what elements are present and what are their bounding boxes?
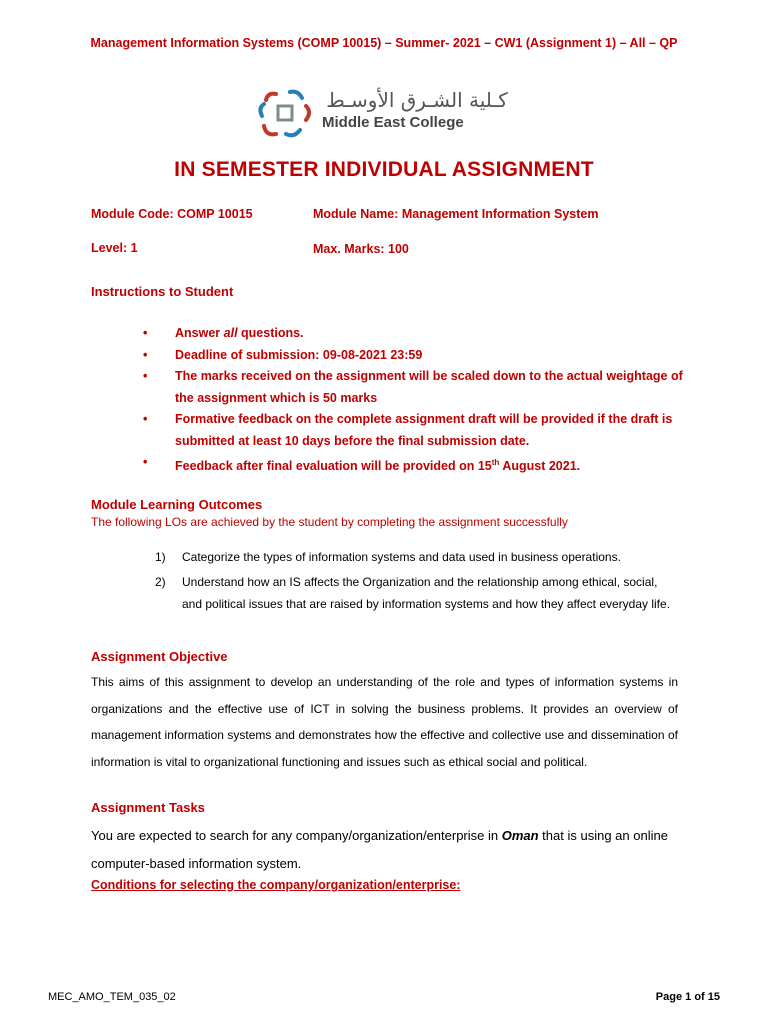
list-item: 2) Understand how an IS affects the Organization and the relationship among ethical, social, and political issues that are raised by information systems and how they affect everyday life.: [155, 575, 671, 611]
footer-page-number: Page 1 of 15: [655, 991, 720, 1003]
max-marks: Max. Marks: 100: [313, 242, 409, 256]
bullet-icon: •: [143, 412, 148, 426]
outcomes-subheading: The following LOs are achieved by the student by completing the assignment successfully: [91, 515, 568, 529]
bullet-icon: •: [143, 326, 148, 340]
bullet-icon: •: [143, 347, 148, 362]
bullet-icon: •: [143, 369, 148, 383]
list-item: • Answer all questions.: [143, 323, 683, 345]
level: Level: 1: [91, 241, 138, 255]
list-item: • Feedback after final evaluation will be provided on 15th August 2021.: [143, 452, 683, 478]
list-item: • The marks received on the assignment will be scaled down to the actual weightage of the assignment which is 50 marks: [143, 366, 683, 409]
page-title: IN SEMESTER INDIVIDUAL ASSIGNMENT: [174, 158, 594, 181]
college-logo: [256, 88, 516, 140]
objective-text: This aims of this assignment to develop an understanding of the role and types of information systems in organizations and the effective use of ICT in solving the business problems. It provides an overview of management information systems and demonstrates how the effective and collective use and dissemination of information is vital to organizational functioning and issues such as ethical social and political.: [91, 675, 678, 769]
bullet-icon: •: [143, 455, 148, 469]
mec-logo-icon: [256, 88, 314, 140]
outcomes-list: [155, 546, 680, 618]
page-header: Management Information Systems (COMP 10015) – Summer- 2021 – CW1 (Assignment 1) – All – QP: [90, 36, 678, 50]
outcomes-heading: Module Learning Outcomes: [91, 497, 263, 512]
module-code: Module Code: COMP 10015: [91, 207, 253, 221]
tasks-text: You are expected to search for any company/organization/enterprise in Oman that is using an online computer-based information system.: [91, 828, 668, 871]
objective-heading: Assignment Objective: [91, 649, 228, 664]
logo-arabic-text: كـلية الشـرق الأوسـط: [326, 88, 508, 112]
conditions-heading: Conditions for selecting the company/organization/enterprise:: [91, 878, 461, 892]
footer-doc-code: MEC_AMO_TEM_035_02: [48, 991, 176, 1003]
list-item: • Formative feedback on the complete assignment draft will be provided if the draft is submitted at least 10 days before the final submission date.: [143, 409, 683, 452]
tasks-heading: Assignment Tasks: [91, 800, 205, 815]
instructions-heading: Instructions to Student: [91, 284, 234, 299]
list-item: • Deadline of submission: 09-08-2021 23:59: [143, 345, 683, 367]
module-name: Module Name: Management Information System: [313, 207, 599, 221]
instructions-list: [143, 323, 683, 478]
list-item: 1) Categorize the types of information systems and data used in business operations.: [155, 550, 621, 564]
logo-english-text: Middle East College: [322, 114, 464, 131]
